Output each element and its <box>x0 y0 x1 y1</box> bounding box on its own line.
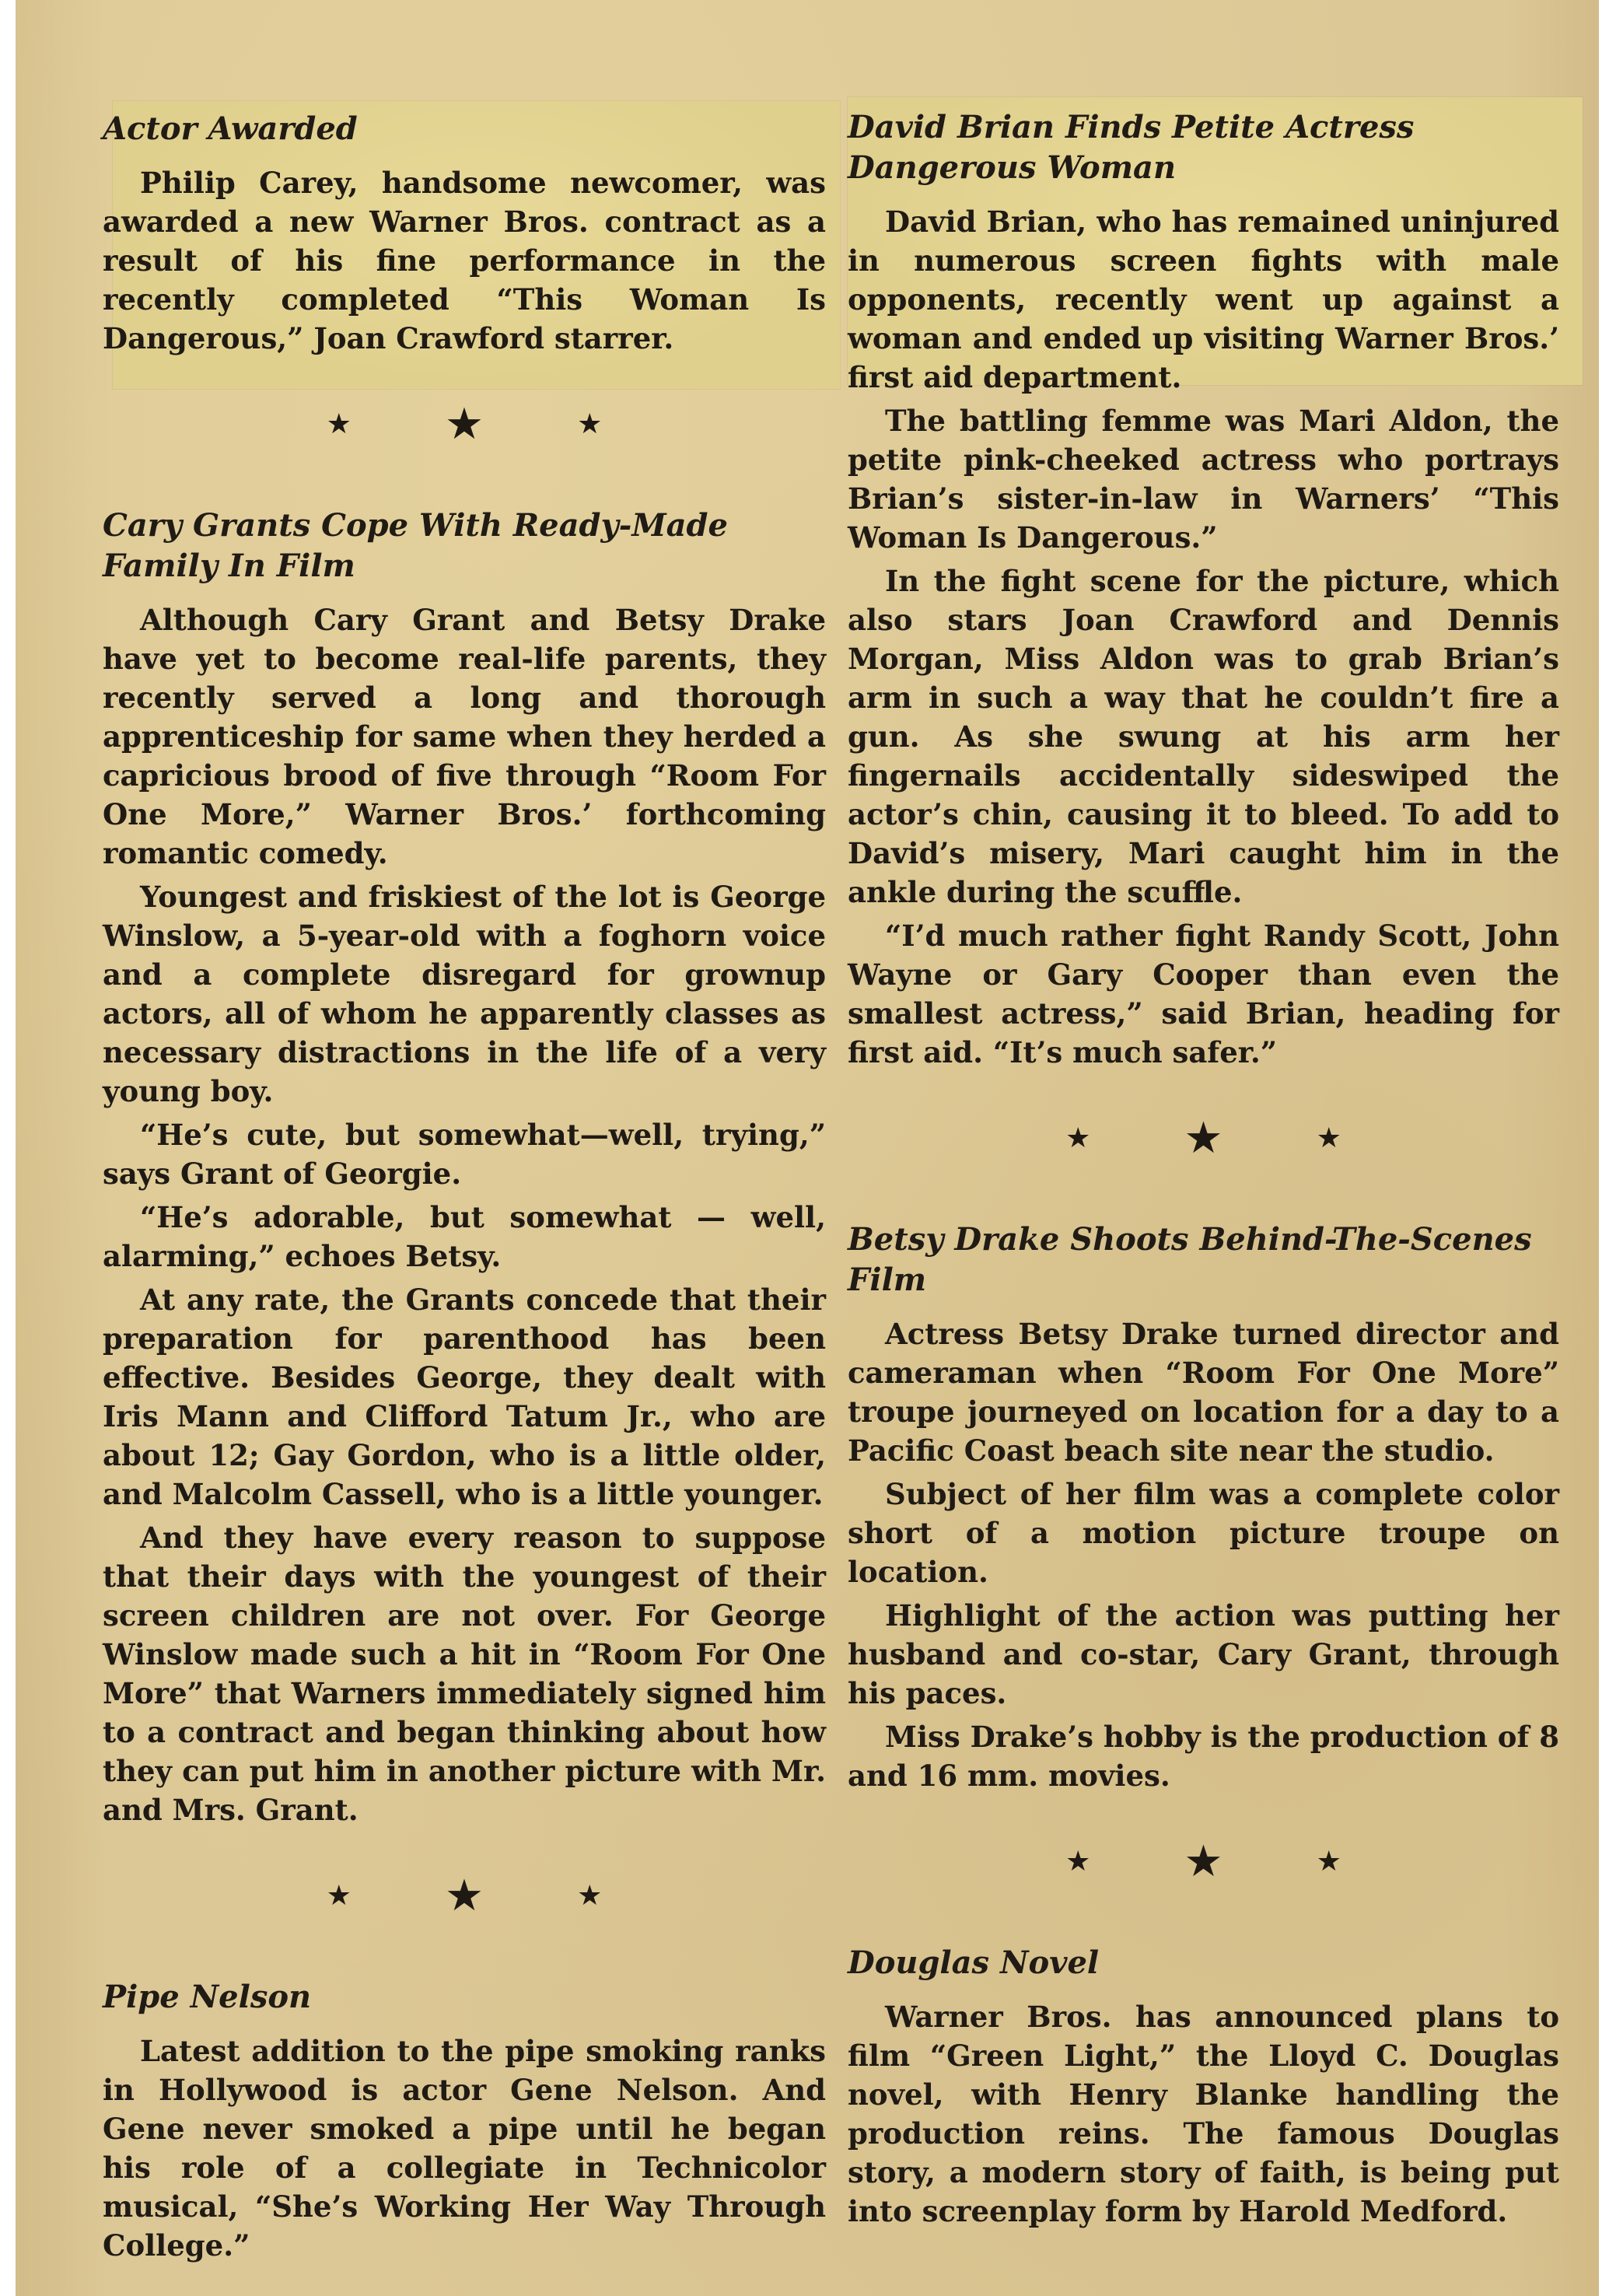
article-paragraph: Highlight of the action was putting her husband and co-star, Cary Grant, through his paces. <box>848 1598 1559 1710</box>
star-icon: ★ <box>326 1879 352 1912</box>
article-paragraph: “I’d much rather fight Randy Scott, John Wayne or Gary Cooper than even the smallest actress,” said Brian, heading for first aid. “It’s much safer.” <box>848 919 1559 1069</box>
article-headline: Cary Grants Cope With Ready-Made Family In Film <box>103 507 728 584</box>
article-paragraph: David Brian, who has remained uninjured in numerous screen fights with male opponents, recently went up against a woman and ended up visiting Warner Bros.’ first aid department. <box>848 205 1559 394</box>
star-icon: ★ <box>444 1870 484 1921</box>
star-divider <box>848 1103 1559 1173</box>
article-pipe-nelson <box>103 1977 826 2265</box>
article-paragraph: Although Cary Grant and Betsy Drake have yet to become real-life parents, they recently served a long and thorough apprenticeship for same when they herded a capricious brood of five through “Room For One More,” Warner Bros.’ forthcoming romantic comedy. <box>103 603 826 870</box>
star-icon: ★ <box>1316 1122 1341 1154</box>
article-headline: David Brian Finds Petite Actress Dangerous Woman <box>848 109 1415 186</box>
article-paragraph: “He’s cute, but somewhat—well, trying,” says Grant of Georgie. <box>103 1118 826 1191</box>
article-paragraph: At any rate, the Grants concede that their preparation for parenthood has been effective. Besides George, they dealt with Iris Mann and Clifford Tatum Jr., who are about 12; Gay Gordon, who is a little older, and Malcolm Cassell, who is a little younger. <box>103 1283 826 1511</box>
article-paragraph: Miss Drake’s hobby is the production of 8 and 16 mm. movies. <box>848 1720 1559 1793</box>
star-icon: ★ <box>1184 1112 1223 1164</box>
right-column <box>848 107 1559 2235</box>
article-headline: Actor Awarded <box>103 110 358 147</box>
star-icon: ★ <box>444 398 484 450</box>
article-douglas-novel <box>848 1943 1559 2231</box>
article-headline: Betsy Drake Shoots Behind-The-Scenes Film <box>848 1221 1532 1298</box>
star-icon: ★ <box>577 408 603 440</box>
article-actor-awarded <box>103 109 826 358</box>
article-headline: Douglas Novel <box>848 1944 1100 1981</box>
article-paragraph: “He’s adorable, but somewhat — well, alarming,” echoes Betsy. <box>103 1200 826 1273</box>
star-icon: ★ <box>1065 1845 1091 1878</box>
article-paragraph: Actress Betsy Drake turned director and cameraman when “Room For One More” troupe journeyed on location for a day to a Pacific Coast beach site near the studio. <box>848 1317 1559 1468</box>
star-icon: ★ <box>577 1879 603 1912</box>
star-icon: ★ <box>1316 1845 1341 1878</box>
star-divider <box>848 1826 1559 1896</box>
article-paragraph: And they have every reason to suppose that their days with the youngest of their screen children are not over. For George Winslow made such a hit in “Room For One More” that Warners immediately signed him to a contract and began thinking about how they can put him in another picture with Mr. and Mrs. Grant. <box>103 1521 826 1827</box>
star-icon: ★ <box>1065 1122 1091 1154</box>
article-paragraph: Warner Bros. has announced plans to film “Green Light,” the Lloyd C. Douglas novel, with Henry Blanke handling the production reins. The famous Douglas story, a modern story of faith, is being put into screenplay form by Harold Medford. <box>848 2000 1559 2228</box>
article-paragraph: The battling femme was Mari Aldon, the petite pink-cheeked actress who portrays Brian’s sister-in-law in Warners’ “This Woman Is Dangerous.” <box>848 404 1559 555</box>
left-column <box>103 109 826 2270</box>
article-cary-grants <box>103 506 826 1829</box>
article-headline: Pipe Nelson <box>103 1979 312 2015</box>
article-paragraph: Philip Carey, handsome newcomer, was awarded a new Warner Bros. contract as a result of his fine performance in the recently completed “This Woman Is Dangerous,” Joan Crawford starrer. <box>103 166 826 355</box>
article-paragraph: In the fight scene for the picture, which also stars Joan Crawford and Dennis Morgan, Miss Aldon was to grab Brian’s arm in such a way that he couldn’t fire a gun. As she swung at his arm her fingernails accidentally sideswiped the actor’s chin, causing it to bleed. To add to David’s misery, Mari caught him in the ankle during the scuffle. <box>848 564 1559 909</box>
article-david-brian <box>848 107 1559 1072</box>
article-paragraph: Youngest and friskiest of the lot is George Winslow, a 5-year-old with a foghorn voice and a complete disregard for grownup actors, all of whom he apparently classes as necessary distractions in the life of a very young boy. <box>103 880 826 1108</box>
article-paragraph: Subject of her film was a complete color short of a motion picture troupe on location. <box>848 1477 1559 1589</box>
star-icon: ★ <box>1184 1836 1223 1887</box>
star-divider <box>103 1860 826 1930</box>
article-betsy-drake <box>848 1220 1559 1795</box>
star-icon: ★ <box>326 408 352 440</box>
star-divider <box>103 389 826 459</box>
article-paragraph: Latest addition to the pipe smoking ranks in Hollywood is actor Gene Nelson. And Gene never smoked a pipe until he began his role of a collegiate in Technicolor musical, “She’s Working Her Way Through College.” <box>103 2034 826 2263</box>
